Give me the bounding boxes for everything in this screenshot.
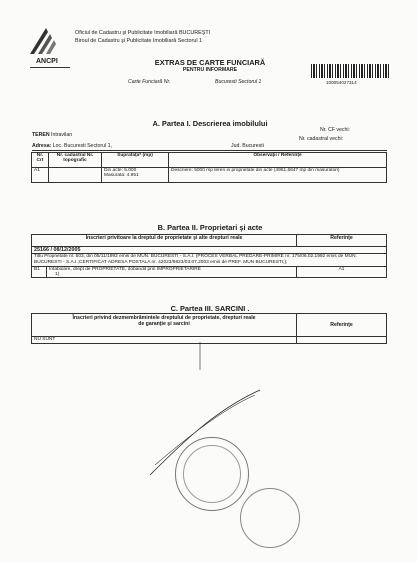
office-line-1: Oficiul de Cadastru şi Publicitate Imobiliară BUCUREŞTI [75, 30, 211, 36]
table-row [32, 254, 387, 267]
barcode [311, 64, 391, 78]
col-nr: Nr. Crt [32, 153, 49, 168]
row-cadastral [49, 168, 102, 183]
judet-value: Jud. Bucuresti [231, 143, 264, 149]
row-text: NU SUNT [32, 337, 297, 344]
carte-label: Carte Funciară Nr. [128, 79, 171, 85]
col-cadastral: Nr. cadastral Nr. topografic [49, 153, 102, 168]
table-row [32, 247, 387, 254]
teren-type: Intravilan [51, 132, 73, 138]
stamp-seal-inner [183, 445, 241, 503]
row-observatii: Descriere: 5000 mp teren in proprietate din acte (4951,6647 mp din masuratori) [169, 168, 387, 183]
row-ref: A1 [297, 267, 387, 278]
carte-location: Bucuresti Sectorul 1 [215, 79, 262, 85]
table-row [32, 168, 387, 183]
cadastral-vechi-label: Nr. cadastral vechi: [299, 136, 344, 142]
part-b-heading: B. Partea II. Proprietari şi acte [157, 223, 263, 232]
office-line-2: Biroul de Cadastru şi Publicitate Imobiliară Sectorul 1 [75, 38, 203, 44]
col-referinte: Referinţe [297, 314, 387, 337]
part-a-table [31, 152, 387, 183]
doc-text: Titlu Proprietate nr. 503, din 05/11/1992 emis de MUN. BUCURESTI - S.A.I. (PROCES VERBAL PREDARE-PRIMIRE nr. 175/06.02.1992 emis de MUN. BUCURESTI - S.A.I.;CERTIFICAT ADRESA POSTALA nr. 42023/9823/03.07.2003 emis de PREF. MUN BUCURESTI;); [32, 254, 387, 267]
part-b-table [31, 234, 387, 278]
col-inscrieri: Înscrieri privind dezmembrămintele dreptului de proprietate, drepturi reale de garanţie şi sarcini [32, 314, 297, 337]
row-nr: A1 [32, 168, 49, 183]
row-suprafata [102, 168, 169, 183]
row-suprafata-masurata: Masurata: 4.951 [104, 173, 139, 178]
adresa-label: Adresa: [32, 143, 52, 149]
table-row [32, 267, 387, 278]
barcode-number: 100054027314 [326, 80, 357, 85]
teren-label: TEREN [32, 132, 50, 138]
logo-underline [30, 67, 70, 68]
row-text-main: Intabulare, drept de PROPRIETATE, dobandit prin IMPROPRIETARIRE [49, 267, 201, 272]
col-observatii: Observaţii / Referinţe [169, 153, 387, 168]
document-title: EXTRAS DE CARTE FUNCIARĂ [154, 58, 266, 67]
stamp-seal-2 [240, 488, 300, 548]
table-header-row [32, 314, 387, 337]
cf-vechi-label: Nr. CF vechi: [320, 127, 350, 133]
row-suprafata-acte: Din acte: 5.000 [104, 168, 137, 173]
document-subtitle: PENTRU INFORMARE [182, 67, 238, 73]
col-inscrieri: Înscrieri privitoare la dreptul de proprietate şi alte drepturi reale [32, 235, 297, 247]
col-suprafata: Suprafaţa* (mp) [102, 153, 169, 168]
part-c-heading: C. Partea III. SARCINI . [170, 304, 250, 313]
adresa-value: Loc. Bucuresti Sectorul 1, [52, 143, 112, 149]
adresa-rule [32, 150, 387, 151]
doc-number: 25166 / 08/12/2005 [34, 247, 81, 253]
col-referinte: Referinţe [297, 235, 387, 247]
part-a-heading: A. Partea I. Descrierea imobilului [152, 119, 268, 128]
row-text-sub: 1) [55, 272, 60, 277]
row-text [47, 267, 297, 278]
logo-text: ANCPI [36, 58, 58, 65]
table-header-row [32, 153, 387, 168]
table-header-row [32, 235, 387, 247]
row-nr: B1 [32, 267, 47, 278]
ancpi-logo [26, 24, 72, 60]
